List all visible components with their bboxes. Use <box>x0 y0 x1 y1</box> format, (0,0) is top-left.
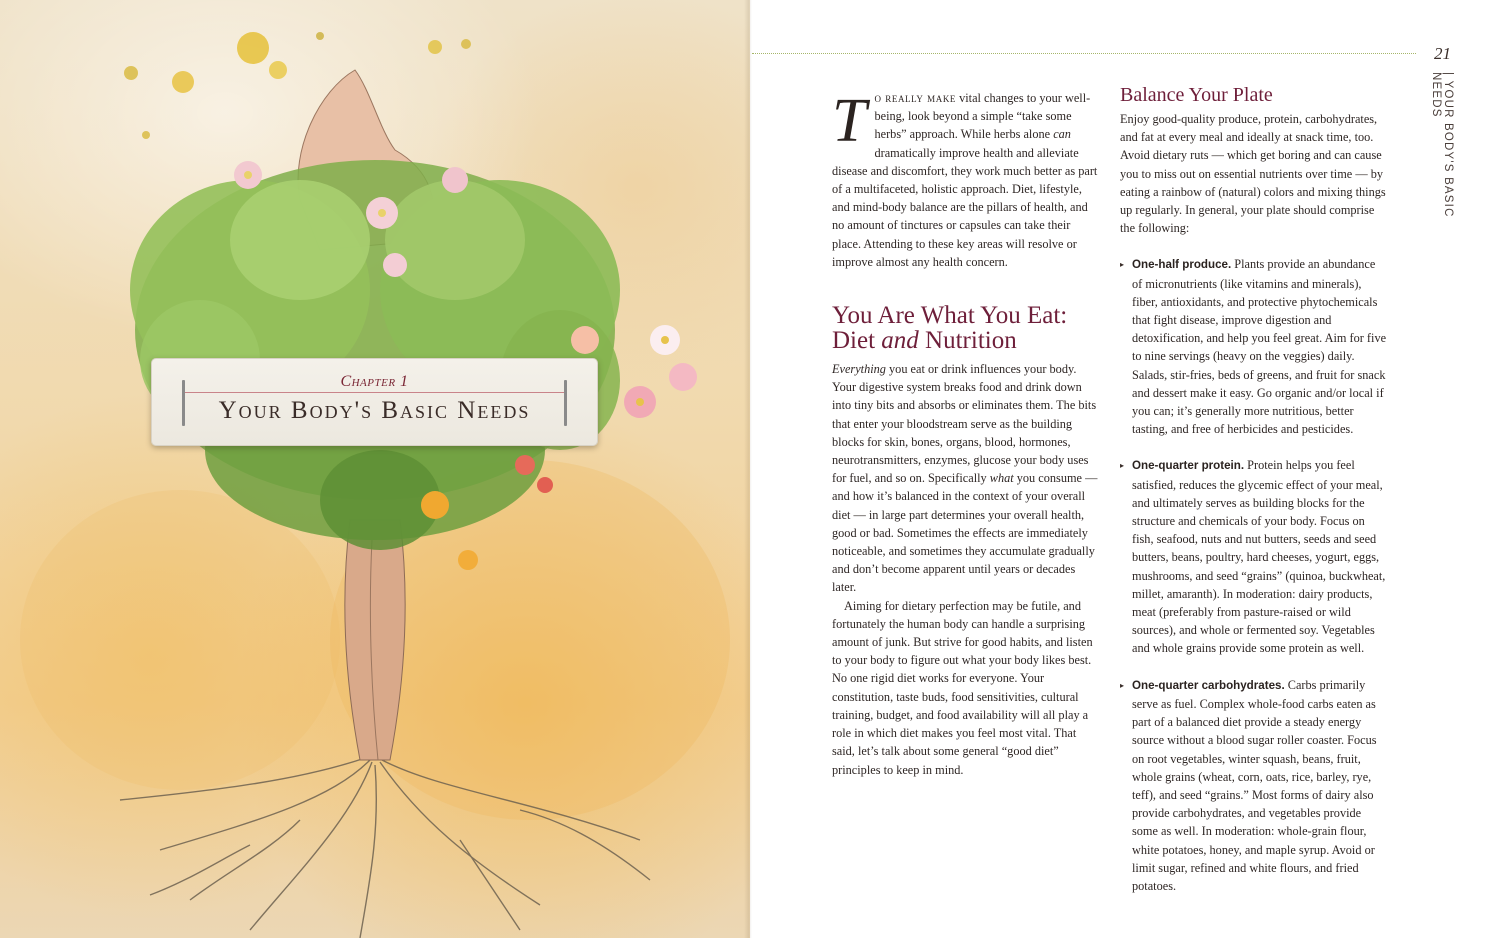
bullet-arrow-icon: ▸ <box>1120 680 1125 690</box>
intro-text-1: vital changes to your well-being, look beyond a simple “take some herbs” approach. While herbs alone <box>874 91 1091 142</box>
section-heading-line-1: You Are What You Eat: <box>832 302 1068 330</box>
text-column-2 <box>1120 84 1388 913</box>
body-paragraph-1 <box>832 360 1098 597</box>
list-item-lead: One-half produce. <box>1132 258 1232 272</box>
plate-list <box>1120 255 1388 895</box>
intro-lead: o really make <box>874 91 957 105</box>
paint-splashes <box>124 32 471 139</box>
page-number: 21 <box>1434 44 1451 63</box>
section-heading-line-2a: Diet <box>832 327 882 355</box>
chapter-title: Your Body's Basic Needs <box>218 397 531 424</box>
header-dotted-rule <box>752 53 1416 54</box>
list-item-text: Protein helps you feel satisfied, reduces the glycemic effect of your meal, and ultimately serves as building blocks for the structure and chemicals of your body. Focus on fish, seafood, nuts and nut butters, seeds and seed butters, beans, poultry, hard cheeses, yogurt, eggs, mushrooms, and seed “grains” (quinoa, buckwheat, millet, amaranth). In moderation: dairy products, meat (preferably from pasture-raised or wild sources), and whole or fermented soy. Vegetables and whole grains provide some protein as well. <box>1132 458 1386 656</box>
list-item-lead: One-quarter protein. <box>1132 459 1245 473</box>
p1-text-a: you eat or drink influences your body. Your digestive system breaks food and drink down into tiny bits and absorbs or eliminates them. The bits that enter your bloodstream serve as the building blocks for skin, bones, organs, blood, hormones, neurotransmitters, enzymes, glucose your body uses for fuel, and so on. Specifically <box>832 362 1097 486</box>
p1-emphasis: Everything <box>832 362 886 377</box>
plate-rule <box>182 392 567 393</box>
list-item <box>1120 456 1388 657</box>
intro-text-2: dramatically improve health and alleviate disease and discomfort, they work much better as part of a multifaceted, holistic approach. Diet, lifestyle, and mind-body balance are the pillars of health, and no amount of tinctures or capsules can take their place. Attending to these key areas will resolve or improve almost any health concern. <box>832 145 1098 269</box>
bullet-arrow-icon: ▸ <box>1120 461 1125 471</box>
plate-intro: Enjoy good-quality produce, protein, carbohydrates, and fat at every meal and ideally at snack time, too. Avoid dietary ruts — which get boring and can cause you to miss out on essential nutrients over time — by eating a rainbow of (natural) colors and mixing things up regularly. In general, your plate should comprise the following: <box>1120 112 1386 236</box>
running-head-separator: | <box>1442 72 1454 81</box>
p1-emphasis-2: what <box>989 471 1014 486</box>
chapter-kicker: Chapter 1 <box>340 373 409 390</box>
list-item <box>1120 676 1388 895</box>
chapter-title-plate <box>151 358 598 446</box>
list-item <box>1120 255 1388 438</box>
running-head-text: YOUR BODY'S BASIC NEEDS <box>1430 72 1454 218</box>
drop-cap: T <box>832 87 867 155</box>
intro-paragraph <box>832 89 1098 271</box>
section-heading <box>832 303 1098 353</box>
p1-text-b: you consume — and how it’s balanced in the context of your overall diet — in large part determines your overall health, good or bad. Sometimes the effects are immediately noticeable, and sometimes they accumulate gradually and don’t become apparent until years or decades later. <box>832 471 1098 595</box>
running-head <box>1430 72 1454 242</box>
book-gutter <box>744 0 752 938</box>
text-column-1 <box>832 89 1098 779</box>
section-heading-line-2b: Nutrition <box>918 327 1017 355</box>
bullet-arrow-icon: ▸ <box>1120 260 1125 270</box>
list-item-lead: One-quarter carbohydrates. <box>1132 678 1285 692</box>
intro-emphasis: can <box>1053 127 1071 142</box>
section-heading-emphasis: and <box>881 327 919 355</box>
list-item-text: Plants provide an abundance of micronutrients (like vitamins and minerals), fiber, antioxidants, and protective phytochemicals that fight disease, improve digestion and detoxification, and help you feel great. Aim for five to nine servings (heavy on the veggies) daily. Salads, stir-fries, beds of greens, and fruit for snack and dessert make it easy. Go organic and/or local if you can; it’s generally more nutritious, better tasting, and free of herbicides and pesticides. <box>1132 257 1387 437</box>
list-item-text: Carbs primarily serve as fuel. Complex whole-food carbs eaten as part of a balanced diet provide a steady energy source without a blood sugar roller coaster. Focus on root vegetables, winter squash, beans, fruit, whole grains (wheat, corn, oats, rice, barley, rye, teff), and seed “grains.” Most forms of dairy also provide carbohydrates, and vegetables provide some as well. In moderation: whole-grain flour, white potatoes, honey, and maple syrup. Avoid or limit sugar, refined and white flours, and fried potatoes. <box>1132 677 1377 893</box>
body-paragraph-2: Aiming for dietary perfection may be futile, and fortunately the human body can handle a surprising amount of junk. But strive for good habits, and listen to your body to figure out what your body likes best. No one rigid diet works for everyone. Your constitution, taste buds, food sensitivities, cultural training, budget, and food availability will all play a role in which diet makes you feel most vital. That said, let’s talk about some general “good diet” principles to keep in mind. <box>832 598 1093 777</box>
subsection-heading: Balance Your Plate <box>1120 84 1273 106</box>
